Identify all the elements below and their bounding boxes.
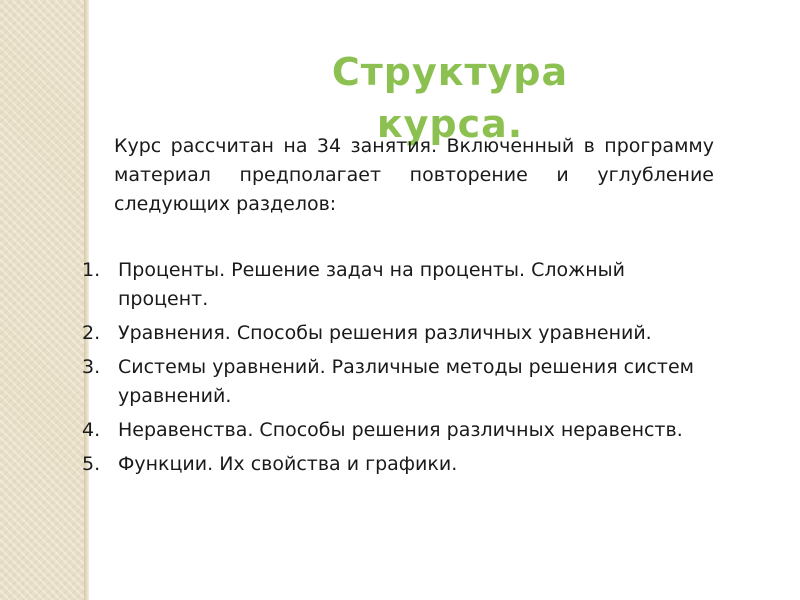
topics-list (82, 256, 702, 484)
list-item (82, 256, 702, 314)
decorative-side-panel (0, 0, 84, 600)
list-item (82, 416, 702, 445)
list-item-number: 4. (82, 419, 101, 441)
list-item-text: Неравенства. Способы решения различных неравенств. (118, 419, 683, 441)
list-item-number: 2. (82, 322, 101, 344)
list-item-text: Проценты. Решение задач на проценты. Сложный процент. (118, 259, 626, 310)
intro-paragraph: Курс рассчитан на 34 занятия. Включенный в программу материал предполагает повторение и углубление следующих разделов: (114, 135, 714, 215)
list-item (82, 450, 702, 479)
list-item (82, 319, 702, 348)
list-item (82, 353, 702, 411)
slide-title: Структура курса. (331, 50, 569, 146)
list-item-number: 5. (82, 453, 101, 475)
list-item-text: Системы уравнений. Различные методы решения систем уравнений. (118, 356, 695, 407)
list-item-number: 3. (82, 356, 101, 378)
list-item-text: Уравнения. Способы решения различных уравнений. (118, 322, 652, 344)
list-item-number: 1. (82, 259, 101, 281)
list-item-text: Функции. Их свойства и графики. (118, 453, 458, 475)
